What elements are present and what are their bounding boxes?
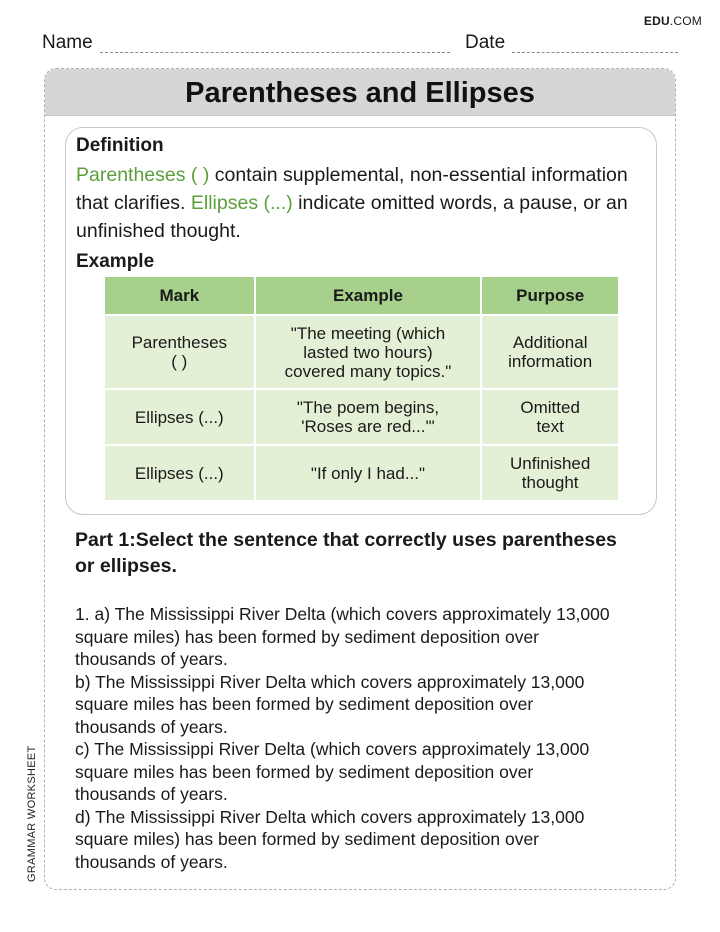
part1-instructions — [75, 527, 655, 579]
option-b-line[interactable]: square miles has been formed by sediment deposition over — [75, 694, 534, 714]
brand-logo-bold: EDU — [643, 14, 670, 28]
table-cell-example — [255, 315, 482, 389]
option-a-line[interactable]: 1. a) The Mississippi River Delta (which covers approximately 13,000 — [75, 604, 610, 624]
option-b-line[interactable]: b) The Mississippi River Delta which covers approximately 13,000 — [75, 671, 585, 692]
date-field[interactable] — [512, 52, 678, 53]
option-d-line[interactable]: square miles) has been formed by sediment deposition over — [75, 829, 539, 849]
cell-line: "The meeting (which — [290, 323, 446, 343]
table-row — [104, 445, 619, 501]
option-d-line[interactable]: d) The Mississippi River Delta which covers approximately 13,000 — [75, 806, 585, 827]
table-cell-purpose — [481, 389, 619, 445]
cell-line: Unfinished — [510, 454, 591, 473]
cell-line: Ellipses (...) — [134, 463, 224, 483]
question-1-options — [75, 603, 665, 873]
cell-line: covered many topics." — [284, 361, 452, 381]
definition-box — [65, 127, 657, 515]
cell-line: thought — [521, 473, 579, 492]
table-header-row — [104, 276, 619, 315]
part1-line: Part 1:Select the sentence that correctly uses parentheses — [75, 529, 617, 551]
table-cell-mark — [104, 445, 255, 501]
example-heading: Example — [76, 251, 155, 272]
table-cell-example — [255, 445, 482, 501]
example-table — [103, 275, 620, 502]
table-cell-purpose — [481, 445, 619, 501]
cell-line: 'Roses are red...'" — [301, 417, 435, 436]
option-d-line[interactable]: thousands of years. — [75, 851, 228, 872]
table-cell-purpose — [481, 315, 619, 389]
option-b-line[interactable]: thousands of years. — [75, 716, 228, 737]
cell-line: text — [536, 417, 564, 436]
option-c-line[interactable]: c) The Mississippi River Delta (which covers approximately 13,000 — [75, 739, 590, 759]
cell-line: information — [508, 352, 593, 371]
definition-text — [76, 161, 646, 245]
option-a-line[interactable]: thousands of years. — [75, 649, 228, 669]
column-header-purpose: Purpose — [481, 276, 619, 315]
worksheet-card — [44, 68, 676, 890]
cell-line: Ellipses (...) — [134, 407, 224, 427]
brand-logo — [644, 14, 702, 28]
term-ellipses: Ellipses (...) — [190, 192, 293, 214]
option-c-line[interactable]: square miles has been formed by sediment deposition over — [75, 761, 534, 782]
cell-line: "If only I had..." — [310, 463, 426, 483]
definition-text-2: indicate omitted words, a pause, or an unfinished thought. — [76, 192, 628, 242]
brand-logo-rest: .COM — [669, 14, 702, 28]
option-c-line[interactable]: thousands of years. — [75, 784, 228, 804]
part1-line: or ellipses. — [75, 555, 177, 577]
table-cell-example — [255, 389, 482, 445]
column-header-mark: Mark — [104, 276, 255, 315]
name-date-row — [42, 32, 678, 54]
name-field[interactable] — [100, 52, 450, 53]
cell-line: Parentheses — [131, 333, 228, 352]
cell-line: Additional — [512, 333, 588, 352]
side-label: GRAMMAR WORKSHEET — [26, 745, 38, 882]
cell-line: lasted two hours) — [303, 342, 433, 362]
name-label: Name — [42, 32, 93, 53]
cell-line: ( ) — [171, 352, 188, 371]
cell-line: "The poem begins, — [296, 398, 440, 417]
option-a-line[interactable]: square miles) has been formed by sediment deposition over — [75, 626, 539, 647]
definition-text-1: contain supplemental, non-essential information that clarifies. — [76, 164, 628, 214]
definition-heading: Definition — [76, 135, 164, 156]
column-header-example: Example — [255, 276, 482, 315]
page-title: Parentheses and Ellipses — [45, 69, 675, 116]
table-row — [104, 389, 619, 445]
table-cell-mark — [104, 315, 255, 389]
date-label: Date — [465, 32, 506, 53]
table-cell-mark — [104, 389, 255, 445]
term-parentheses: Parentheses ( ) — [76, 164, 210, 186]
cell-line: Omitted — [520, 398, 580, 417]
table-row — [104, 315, 619, 389]
